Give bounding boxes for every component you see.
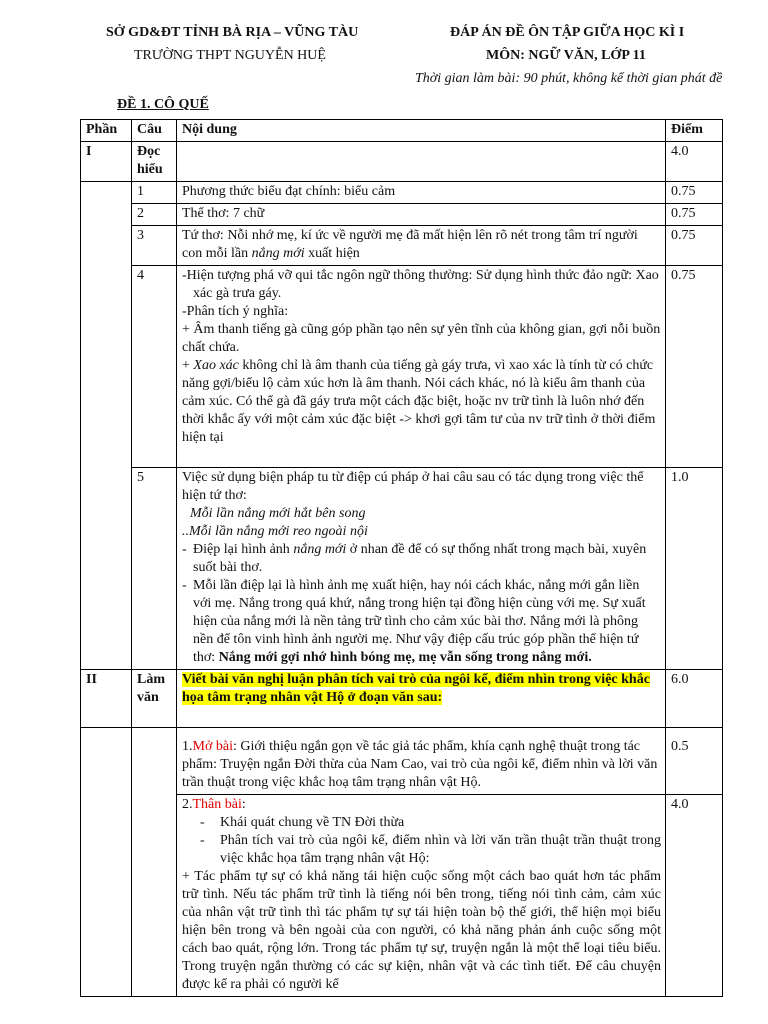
table-row [81,204,723,226]
answer-content: -Hiện tượng phá vỡ qui tắc ngôn ngữ thông thường: Sử dụng hình thức đảo ngữ: Xao xác gà trưa gáy. -Phân tích ý nghĩa: + Âm thanh tiếng gà cũng góp phần tạo nên sự yên tĩnh của không gian, gợi nỗi buồn chất chứa. + Xao xác không chỉ là âm thanh của tiếng gà gáy trưa, vì xao xác là tính từ có chức năng gợi/biểu lộ cảm xúc hơn là âm thanh. Nói cách khác, nó là kiểu âm thanh của cảm xúc. Có thể gà đã gáy trưa một cách đặc biệt, hoặc nv trữ tình là luôn nhớ đến thời khắc ấy với một cảm xúc đặc biệt -> khơi gợi tâm tư của nv trữ tình ở thời điểm hiện tại [177,266,666,468]
table-row [81,795,723,997]
question-number: 3 [132,226,177,266]
answer-content: 1.Mở bài: Giới thiệu ngắn gọn về tác giả tác phẩm, khía cạnh nghệ thuật trong tác phẩm: Truyện ngắn Đời thừa của Nam Cao, vai trò của ngôi kể, điểm nhìn và lời văn trần thuật trong việc khắc hoạ tâm trạng nhân vật Hộ. [177,728,666,795]
table-header-row [81,120,723,142]
answer-score: 0.75 [666,182,723,204]
answer-content: Thể thơ: 7 chữ [177,204,666,226]
answer-content: Phương thức biểu đạt chính: biểu cảm [177,182,666,204]
question-number: 2 [132,204,177,226]
table-row [81,670,723,728]
answer-table [80,119,723,997]
part-score: 6.0 [666,670,723,728]
header-question: Câu [132,120,177,142]
header-score: Điểm [666,120,723,142]
answer-key-title: ĐÁP ÁN ĐỀ ÔN TẬP GIỮA HỌC KÌ I [450,25,685,40]
answer-score: 0.75 [666,266,723,468]
answer-content: Tứ thơ: Nỗi nhớ mẹ, kí ức về người mẹ đã mất hiện lên rõ nét trong tâm trí người con mỗi lần nắng mới xuất hiện [177,226,666,266]
table-row [81,468,723,670]
question-number: 5 [132,468,177,670]
answer-content: Việc sử dụng biện pháp tu từ điệp cú pháp ở hai câu sau có tác dụng trong việc thể hiện tứ thơ: Mỗi lần nắng mới hắt bên song ..Mỗi lần nắng mới reo ngoài nội - Điệp lại hình ảnh nắng mới ở nhan đề để có sự thống nhất trong mạch bài, xuyên suốt bài thơ. - Mỗi lần điệp lại là hình ảnh mẹ xuất hiện, hay nói cách khác, nắng mới gắn liền với mẹ. Nắng trong quá khứ, nắng trong hiện tại đồng hiện cùng với mẹ. Sự xuất hiện của nắng mới là nền tảng trữ tình cho cảm xúc bài thơ. Nắng mới là phông nền để tôn vinh hình ảnh người mẹ. Như vậy điệp cấu trúc góp phần thể hiện tứ thơ: Nắng mới gợi nhớ hình bóng mẹ, mẹ vẫn sống trong nắng mới. [177,468,666,670]
table-row [81,182,723,204]
table-row [81,266,723,468]
table-row [81,728,723,795]
essay-prompt: Viết bài văn nghị luận phân tích vai trò của ngôi kể, điểm nhìn trong việc khắc họa tâm trạng nhân vật Hộ ở đoạn văn sau: [177,670,666,728]
question-number: 1 [132,182,177,204]
question-number: 4 [132,266,177,468]
department-name: SỞ GD&ĐT TỈNH BÀ RỊA – VŨNG TÀU [106,25,359,40]
part-label: Đọc hiểu [132,142,177,182]
table-row [81,226,723,266]
table-row [81,142,723,182]
answer-score: 1.0 [666,468,723,670]
part-number: I [81,142,132,182]
header-part: Phần [81,120,132,142]
time-note: Thời gian làm bài: 90 phút, không kể thời gian phát đề [415,71,723,86]
exam-title: ĐỀ 1. CÔ QUẾ [117,97,209,112]
answer-score: 4.0 [666,795,723,997]
subject-line: MÔN: NGỮ VĂN, LỚP 11 [486,48,646,63]
part-label: Làm văn [132,670,177,728]
answer-score: 0.75 [666,204,723,226]
answer-score: 0.75 [666,226,723,266]
part-number: II [81,670,132,728]
part-score: 4.0 [666,142,723,182]
answer-score: 0.5 [666,728,723,795]
header-content: Nội dung [177,120,666,142]
answer-content: 2.Thân bài: - Khái quát chung về TN Đời thừa - Phân tích vai trò của ngôi kể, điểm nhìn và lời văn trần thuật trần thuật trong việc khắc họa tâm trạng nhân vật Hộ: + Tác phẩm tự sự có khả năng tái hiện cuộc sống một cách bao quát hơn tác phẩm trữ tình. Nếu tác phẩm trữ tình là tiếng nói bên trong, tiếng nói tình cảm, cảm xúc của nhân vật trữ tình thì tác phẩm tự sự tái hiện toàn bộ thế giới, thể hiện mọi biểu hiện bên trong và bên ngoài của con người, có khả năng phản ánh cuộc sống một cách bao quát, rộng lớn. Trong tác phẩm tự sự, truyện ngắn là một thể loại tiêu biểu. Trong truyện ngắn thường có các sự kiện, nhân vật và các tình tiết. Để câu chuyện được kể ra phải có người kể [177,795,666,997]
school-name: TRƯỜNG THPT NGUYỄN HUỆ [134,48,326,63]
